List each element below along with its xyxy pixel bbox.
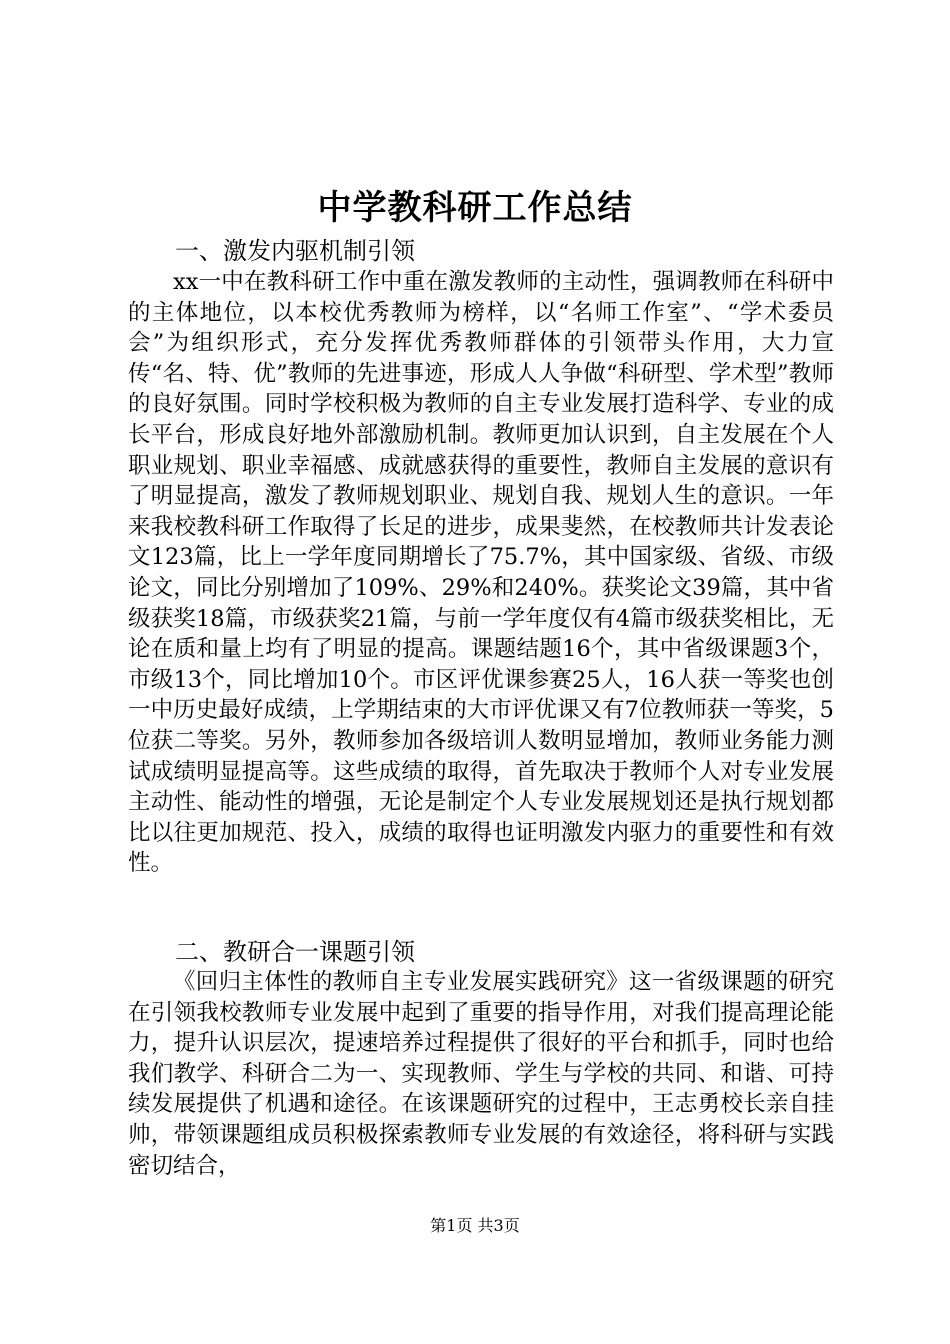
page-footer: 第1页 共3页 bbox=[430, 1216, 520, 1235]
document-title: 中学教科研工作总结 bbox=[317, 188, 633, 228]
section-2-heading: 二、教研合一课题引领 bbox=[175, 938, 415, 966]
section-1-heading: 一、激发内驱机制引领 bbox=[175, 237, 415, 265]
section-1-paragraph: xx一中在教科研工作中重在激发教师的主动性，强调教师在科研中的主体地位，以本校优秀教师为榜样，以“名师工作室”、“学术委员会”为组织形式，充分发挥优秀教师群体的引领带头作用，大力宣传“名、特、优”教师的先进事迹，形成人人争做“科研型、学术型”教师的良好氛围。同时学校积极为教师的自主专业发展打造科学、专业的成长平台，形成良好地外部激励机制。教师更加认识到，自主发展在个人职业规划、职业幸福感、成就感获得的重要性，教师自主发展的意识有了明显提高，激发了教师规划职业、规划自我、规划人生的意识。一年来我校教科研工作取得了长足的进步，成果斐然，在校教师共计发表论文123篇，比上一学年度同期增长了75.7%，其中国家级、省级、市级论文，同比分别增加了109%、29%和240%。获奖论文39篇，其中省级获奖18篇，市级获奖21篇，与前一学年度仅有4篇市级获奖相比，无论在质和量上均有了明显的提高。课题结题16个，其中省级课题3个，市级13个，同比增加10个。市区评优课参赛25人，16人获一等奖也创一中历史最好成绩，上学期结束的大市评优课又有7位教师获一等奖，5位获二等奖。另外，教师参加各级培训人数明显增加，教师业务能力测试成绩明显提高等。这些成绩的取得，首先取决于教师个人对专业发展主动性、能动性的增强，无论是制定个人专业发展规划还是执行规划都比以往更加规范、投入，成绩的取得也证明激发内驱力的重要性和有效性。 bbox=[128, 269, 834, 877]
section-2-paragraph: 《回归主体性的教师自主专业发展实践研究》这一省级课题的研究在引领我校教师专业发展中起到了重要的指导作用，对我们提高理论能力，提升认识层次，提速培养过程提供了很好的平台和抓手，同时也给我们教学、科研合二为一、实现教师、学生与学校的共同、和谐、可持续发展提供了机遇和途径。在该课题研究的过程中，王志勇校长亲自挂帅，带领课题组成员积极探索教师专业发展的有效途径，将科研与实践密切结合， bbox=[128, 969, 834, 1179]
